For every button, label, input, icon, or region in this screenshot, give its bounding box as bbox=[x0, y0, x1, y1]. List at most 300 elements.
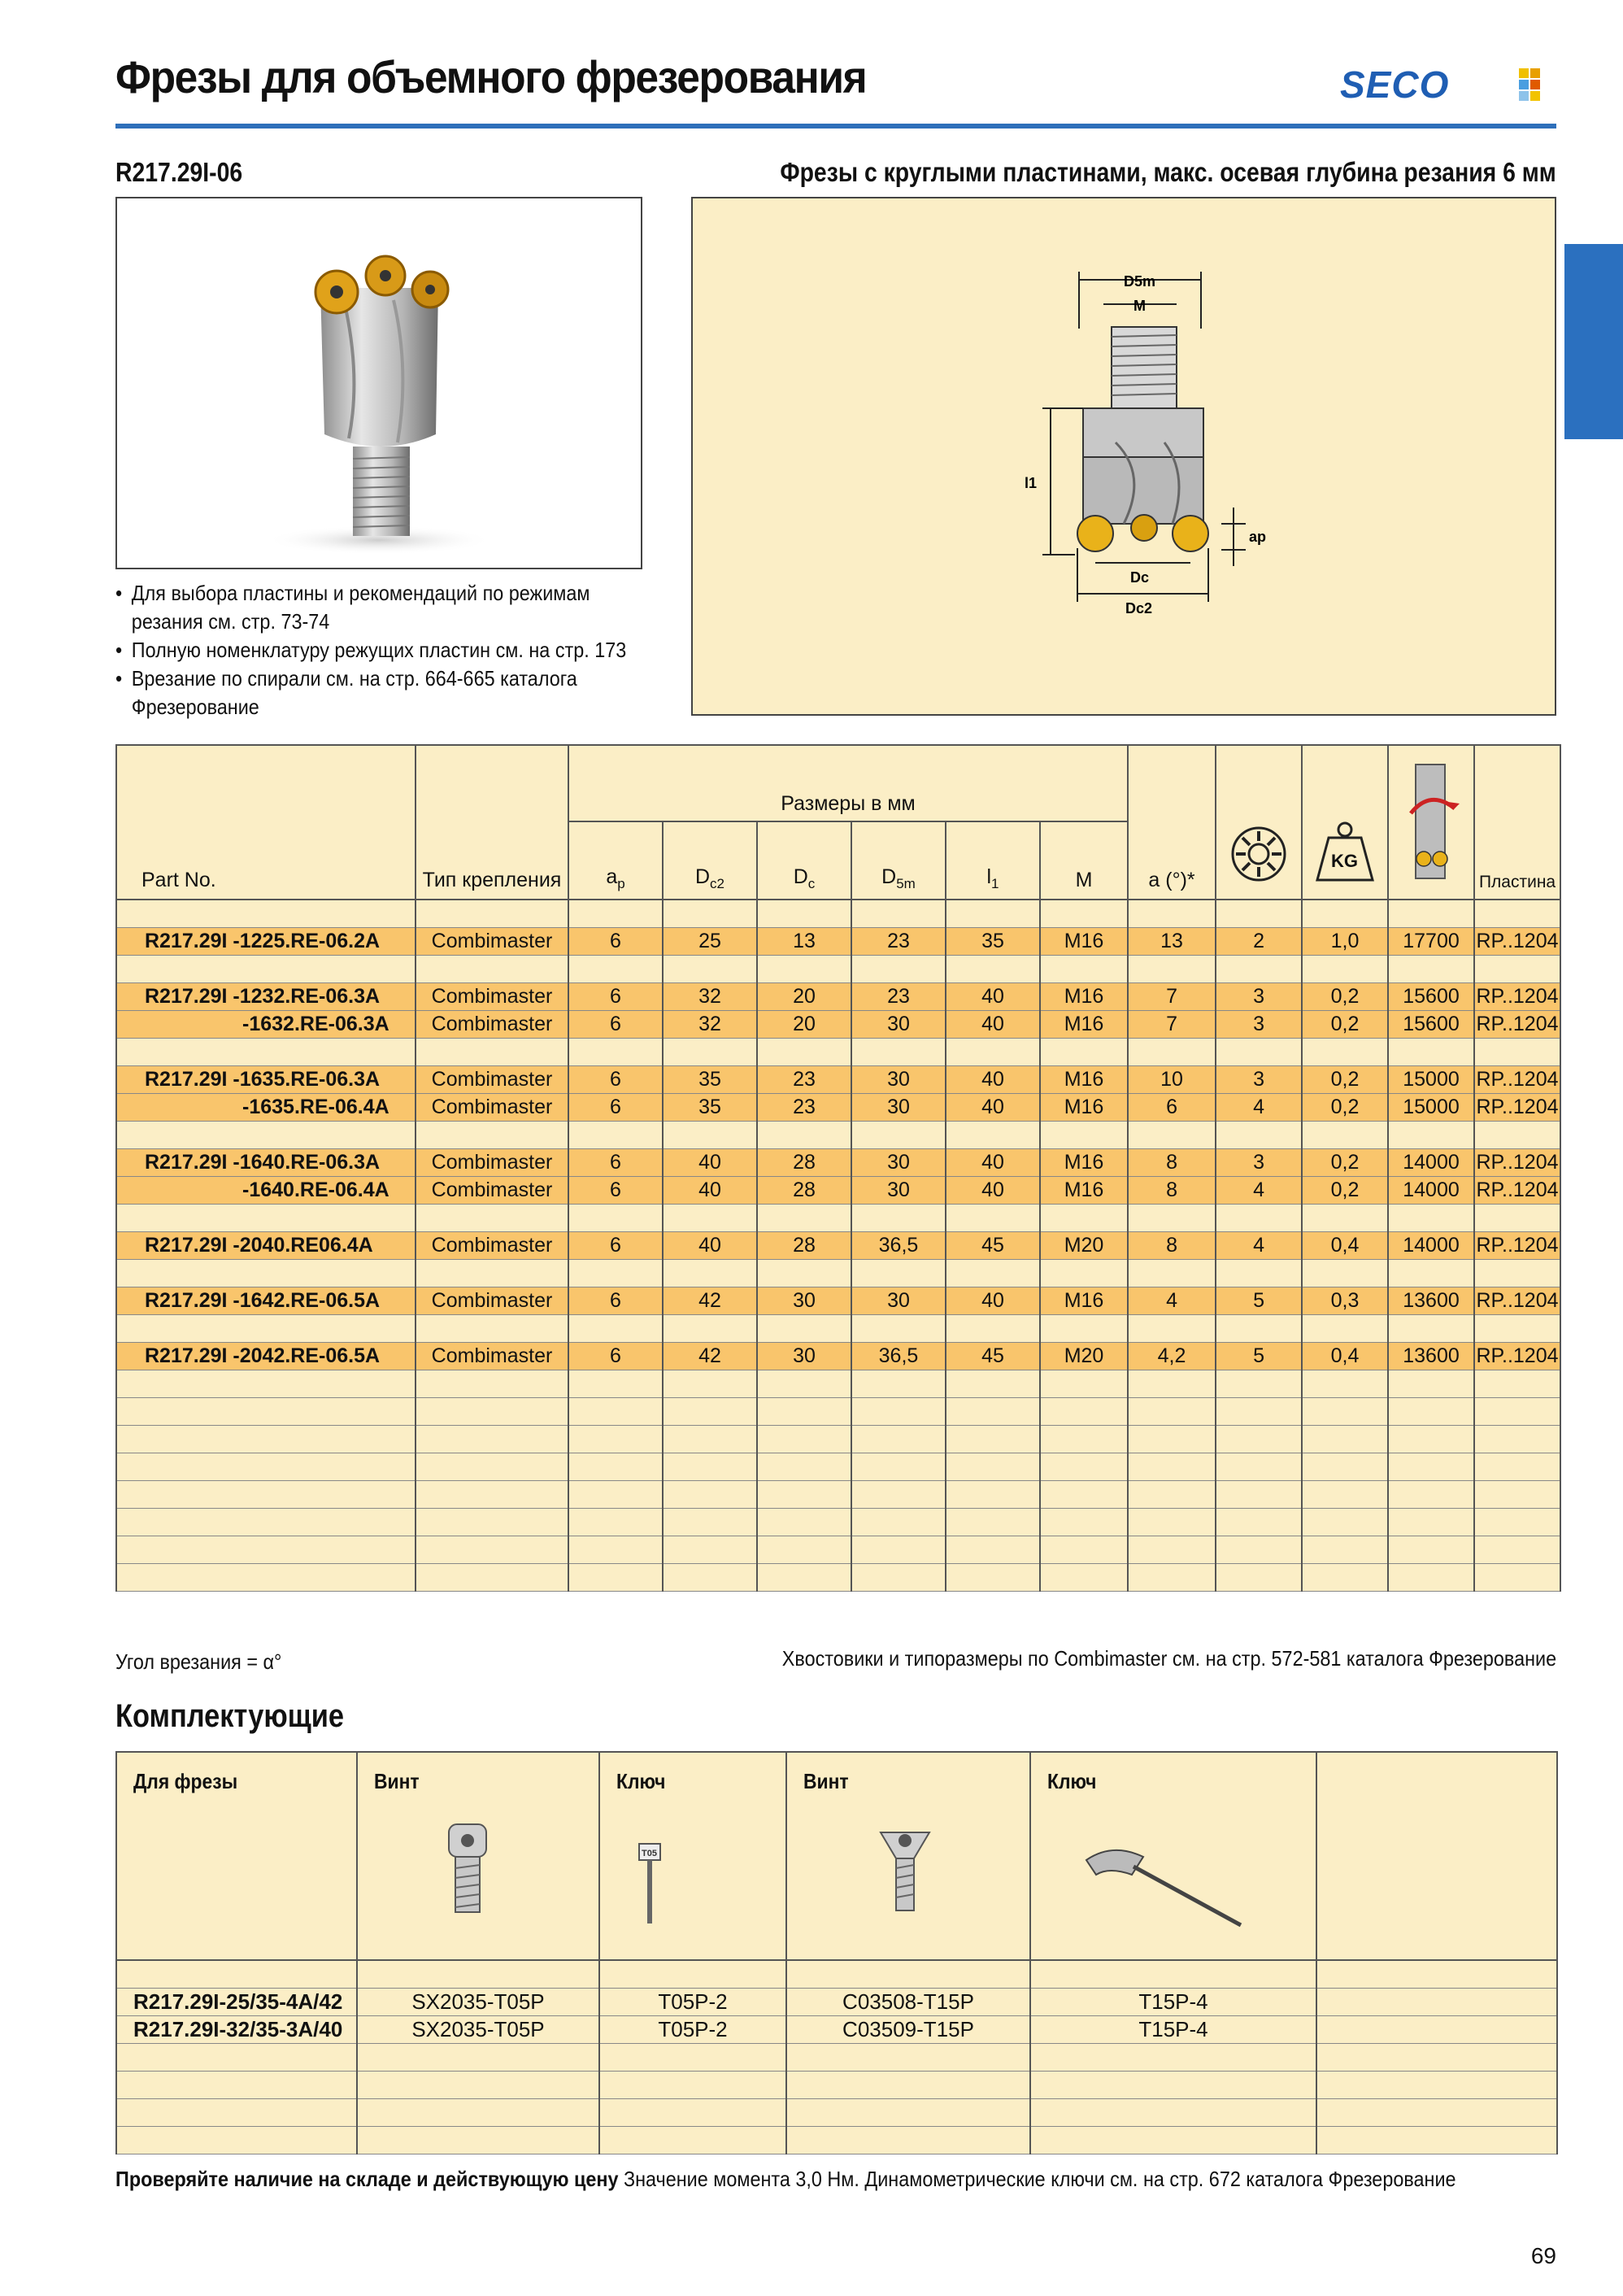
section-tab bbox=[1564, 244, 1623, 439]
empty-cell bbox=[663, 1509, 757, 1536]
empty-cell bbox=[416, 1564, 568, 1592]
empty-cell bbox=[1388, 1205, 1474, 1232]
empty-cell bbox=[851, 1398, 946, 1426]
empty-cell bbox=[116, 1481, 416, 1509]
cell-d5m: 36,5 bbox=[851, 1343, 946, 1370]
empty-cell bbox=[599, 1960, 786, 1989]
empty-cell bbox=[1302, 1398, 1388, 1426]
cell-mount: Combimaster bbox=[416, 1066, 568, 1094]
empty-cell bbox=[1216, 1564, 1302, 1592]
cell-m: M16 bbox=[1040, 1094, 1128, 1122]
empty-cell bbox=[1030, 2044, 1316, 2072]
empty-cell bbox=[1316, 1960, 1557, 1989]
empty-cell bbox=[1216, 1536, 1302, 1564]
empty-cell bbox=[568, 1536, 663, 1564]
empty-cell bbox=[1302, 956, 1388, 983]
cell-dc: 20 bbox=[757, 1011, 851, 1039]
empty-cell bbox=[757, 1509, 851, 1536]
spacer-row bbox=[116, 1481, 1560, 1509]
spacer-row bbox=[116, 1260, 1560, 1287]
empty-cell bbox=[1128, 1509, 1216, 1536]
cell-dc: 28 bbox=[757, 1149, 851, 1177]
accessories-table bbox=[115, 1751, 1558, 2154]
part-number-cell: -1635.RE-06.4A bbox=[116, 1094, 416, 1122]
cell-mount: Combimaster bbox=[416, 1287, 568, 1315]
table-row bbox=[116, 1177, 1560, 1205]
cell-dc: 23 bbox=[757, 1094, 851, 1122]
empty-cell bbox=[116, 1426, 416, 1453]
cell-m: M16 bbox=[1040, 1177, 1128, 1205]
empty-cell bbox=[757, 1453, 851, 1481]
empty-cell bbox=[1040, 956, 1128, 983]
cell-angle: 7 bbox=[1128, 983, 1216, 1011]
cell-rpm: 14000 bbox=[1388, 1149, 1474, 1177]
empty-cell bbox=[1128, 1453, 1216, 1481]
combimaster-note: Хвостовики и типоразмеры по Combimaster см. на стр. 572-581 каталога Фрезерование bbox=[781, 1646, 1556, 1671]
empty-cell bbox=[1302, 1205, 1388, 1232]
cell-kg: 0,4 bbox=[1302, 1232, 1388, 1260]
cutter-spec-table bbox=[115, 744, 1561, 1592]
selection-notes bbox=[115, 579, 668, 721]
cell-dc2: 25 bbox=[663, 928, 757, 956]
cell-z: 5 bbox=[1216, 1287, 1302, 1315]
empty-cell bbox=[1216, 1509, 1302, 1536]
empty-cell bbox=[1040, 1398, 1128, 1426]
empty-cell bbox=[851, 900, 946, 928]
empty-cell bbox=[357, 2099, 599, 2127]
empty-cell bbox=[946, 1509, 1040, 1536]
empty-cell bbox=[1128, 1536, 1216, 1564]
col-part-no: Part No. bbox=[116, 745, 416, 900]
empty-cell bbox=[416, 1536, 568, 1564]
empty-cell bbox=[1128, 900, 1216, 928]
empty-cell bbox=[1128, 1370, 1216, 1398]
empty-cell bbox=[599, 2127, 786, 2154]
empty-cell bbox=[663, 1426, 757, 1453]
empty-cell bbox=[946, 1453, 1040, 1481]
svg-text:l1: l1 bbox=[1025, 475, 1038, 491]
cell-rpm: 14000 bbox=[1388, 1177, 1474, 1205]
part-number-cell: R217.29I -1640.RE-06.3A bbox=[116, 1149, 416, 1177]
empty-cell bbox=[1128, 1260, 1216, 1287]
empty-cell bbox=[946, 1315, 1040, 1343]
cell-insert: RP..1204 bbox=[1474, 1343, 1560, 1370]
empty-cell bbox=[1030, 1960, 1316, 1989]
empty-cell bbox=[1216, 1260, 1302, 1287]
cell-rpm: 13600 bbox=[1388, 1343, 1474, 1370]
table-row bbox=[116, 1989, 1557, 2016]
acc-col-for-cutter: Для фрезы bbox=[116, 1752, 357, 1960]
cell-z: 3 bbox=[1216, 1066, 1302, 1094]
empty-cell bbox=[1040, 1481, 1128, 1509]
cell-dc: 28 bbox=[757, 1232, 851, 1260]
cell-mount: Combimaster bbox=[416, 1011, 568, 1039]
empty-cell bbox=[568, 1260, 663, 1287]
acc-for-cell: R217.29I-25/35-4A/42 bbox=[116, 1989, 357, 2016]
empty-cell bbox=[663, 1536, 757, 1564]
note-item: • Врезание по спирали см. на стр. 664-665 каталога Фрезерование bbox=[115, 664, 673, 721]
empty-cell bbox=[416, 900, 568, 928]
cell-m: M20 bbox=[1040, 1343, 1128, 1370]
cell-ap: 6 bbox=[568, 1011, 663, 1039]
empty-cell bbox=[116, 1260, 416, 1287]
cell-l1: 40 bbox=[946, 1094, 1040, 1122]
col-angle: a (°)* bbox=[1128, 745, 1216, 900]
cell-d5m: 30 bbox=[851, 1066, 946, 1094]
empty-cell bbox=[568, 1453, 663, 1481]
empty-cell bbox=[1040, 1453, 1128, 1481]
empty-cell bbox=[568, 956, 663, 983]
empty-cell bbox=[757, 1260, 851, 1287]
empty-cell bbox=[663, 1481, 757, 1509]
empty-cell bbox=[757, 956, 851, 983]
empty-cell bbox=[1388, 1260, 1474, 1287]
empty-cell bbox=[416, 1453, 568, 1481]
empty-cell bbox=[1388, 1536, 1474, 1564]
col-insert: Пластина bbox=[1474, 745, 1560, 900]
cell-insert: RP..1204 bbox=[1474, 1066, 1560, 1094]
empty-cell bbox=[946, 1398, 1040, 1426]
cell-ap: 6 bbox=[568, 1149, 663, 1177]
empty-cell bbox=[568, 1398, 663, 1426]
spacer-row bbox=[116, 1426, 1560, 1453]
empty-cell bbox=[757, 1122, 851, 1149]
empty-cell bbox=[416, 1315, 568, 1343]
empty-cell bbox=[663, 1398, 757, 1426]
table-row bbox=[116, 928, 1560, 956]
cell-dc: 23 bbox=[757, 1066, 851, 1094]
col-weight bbox=[1302, 745, 1388, 900]
acc-key1-cell: T05P-2 bbox=[599, 2016, 786, 2044]
empty-cell bbox=[1030, 2127, 1316, 2154]
empty-cell bbox=[757, 900, 851, 928]
spacer-row bbox=[116, 900, 1560, 928]
empty-cell bbox=[1316, 2016, 1557, 2044]
cell-d5m: 30 bbox=[851, 1094, 946, 1122]
empty-cell bbox=[1474, 1370, 1560, 1398]
empty-cell bbox=[1474, 1315, 1560, 1343]
cell-angle: 6 bbox=[1128, 1094, 1216, 1122]
empty-cell bbox=[946, 1564, 1040, 1592]
empty-cell bbox=[568, 1205, 663, 1232]
empty-cell bbox=[116, 1398, 416, 1426]
empty-cell bbox=[1474, 1205, 1560, 1232]
empty-cell bbox=[416, 1122, 568, 1149]
cell-z: 3 bbox=[1216, 1149, 1302, 1177]
spacer-row bbox=[116, 956, 1560, 983]
cell-insert: RP..1204 bbox=[1474, 1177, 1560, 1205]
empty-cell bbox=[1216, 900, 1302, 928]
empty-cell bbox=[1474, 1564, 1560, 1592]
spacer-row bbox=[116, 2099, 1557, 2127]
empty-cell bbox=[416, 956, 568, 983]
empty-cell bbox=[116, 956, 416, 983]
col-dc2: $D_{c2}$ bbox=[663, 821, 757, 900]
cell-l1: 35 bbox=[946, 928, 1040, 956]
empty-cell bbox=[1040, 1122, 1128, 1149]
empty-cell bbox=[946, 1426, 1040, 1453]
empty-cell bbox=[116, 1122, 416, 1149]
svg-text:M: M bbox=[1133, 298, 1146, 314]
acc-col-key-2: Ключ bbox=[1030, 1752, 1316, 1960]
cell-ap: 6 bbox=[568, 1232, 663, 1260]
acc-col-screw-2: Винт bbox=[786, 1752, 1030, 1960]
svg-text:T05: T05 bbox=[642, 1849, 657, 1858]
empty-cell bbox=[1040, 1426, 1128, 1453]
cell-rpm: 15000 bbox=[1388, 1066, 1474, 1094]
page-title: Фрезы для объемного фрезерования bbox=[115, 51, 867, 102]
empty-cell bbox=[116, 1564, 416, 1592]
part-number-cell: -1632.RE-06.3A bbox=[116, 1011, 416, 1039]
cell-z: 5 bbox=[1216, 1343, 1302, 1370]
empty-cell bbox=[1302, 1564, 1388, 1592]
empty-cell bbox=[1316, 2127, 1557, 2154]
spacer-row bbox=[116, 2072, 1557, 2099]
table-row bbox=[116, 983, 1560, 1011]
cell-kg: 0,2 bbox=[1302, 1177, 1388, 1205]
acc-screw1-cell: SX2035-T05P bbox=[357, 2016, 599, 2044]
empty-cell bbox=[1474, 1039, 1560, 1066]
empty-cell bbox=[851, 1564, 946, 1592]
cell-angle: 10 bbox=[1128, 1066, 1216, 1094]
empty-cell bbox=[663, 1453, 757, 1481]
spacer-row bbox=[116, 1122, 1560, 1149]
empty-cell bbox=[946, 1481, 1040, 1509]
empty-cell bbox=[1388, 900, 1474, 928]
cell-kg: 0,2 bbox=[1302, 1094, 1388, 1122]
empty-cell bbox=[416, 1370, 568, 1398]
cell-mount: Combimaster bbox=[416, 1177, 568, 1205]
max-rpm-icon bbox=[1395, 756, 1468, 887]
cell-kg: 0,3 bbox=[1302, 1287, 1388, 1315]
cell-dc2: 40 bbox=[663, 1177, 757, 1205]
cell-l1: 40 bbox=[946, 983, 1040, 1011]
empty-cell bbox=[568, 1481, 663, 1509]
svg-text:ap: ap bbox=[1249, 529, 1267, 545]
empty-cell bbox=[116, 1039, 416, 1066]
spacer-row bbox=[116, 1564, 1560, 1592]
spacer-row bbox=[116, 1509, 1560, 1536]
empty-cell bbox=[568, 1426, 663, 1453]
empty-cell bbox=[663, 1039, 757, 1066]
empty-cell bbox=[1388, 1370, 1474, 1398]
empty-cell bbox=[757, 1564, 851, 1592]
cell-dc: 28 bbox=[757, 1177, 851, 1205]
cell-dc2: 40 bbox=[663, 1232, 757, 1260]
cell-l1: 40 bbox=[946, 1149, 1040, 1177]
cell-mount: Combimaster bbox=[416, 928, 568, 956]
cell-rpm: 13600 bbox=[1388, 1287, 1474, 1315]
empty-cell bbox=[116, 1315, 416, 1343]
acc-key2-cell: T15P-4 bbox=[1030, 1989, 1316, 2016]
cell-insert: RP..1204 bbox=[1474, 1232, 1560, 1260]
empty-cell bbox=[1302, 900, 1388, 928]
empty-cell bbox=[357, 1960, 599, 1989]
empty-cell bbox=[568, 1315, 663, 1343]
cell-dc2: 32 bbox=[663, 1011, 757, 1039]
cell-l1: 40 bbox=[946, 1287, 1040, 1315]
acc-screw2-cell: C03509-T15P bbox=[786, 2016, 1030, 2044]
col-ap: $a_p$ bbox=[568, 821, 663, 900]
seco-logo bbox=[1340, 65, 1553, 102]
empty-cell bbox=[1388, 1509, 1474, 1536]
acc-col-empty bbox=[1316, 1752, 1557, 1960]
empty-cell bbox=[663, 1315, 757, 1343]
cell-angle: 8 bbox=[1128, 1149, 1216, 1177]
cell-z: 3 bbox=[1216, 983, 1302, 1011]
empty-cell bbox=[1302, 1039, 1388, 1066]
empty-cell bbox=[116, 2099, 357, 2127]
empty-cell bbox=[1388, 956, 1474, 983]
empty-cell bbox=[1302, 1536, 1388, 1564]
cell-dc2: 40 bbox=[663, 1149, 757, 1177]
empty-cell bbox=[1216, 1122, 1302, 1149]
empty-cell bbox=[1216, 1315, 1302, 1343]
spacer-row bbox=[116, 1453, 1560, 1481]
cell-d5m: 23 bbox=[851, 983, 946, 1011]
cell-dc2: 32 bbox=[663, 983, 757, 1011]
part-number-cell: R217.29I -1232.RE-06.3A bbox=[116, 983, 416, 1011]
acc-for-cell: R217.29I-32/35-3A/40 bbox=[116, 2016, 357, 2044]
empty-cell bbox=[1474, 956, 1560, 983]
cell-z: 4 bbox=[1216, 1177, 1302, 1205]
part-number-cell: R217.29I -2042.RE-06.5A bbox=[116, 1343, 416, 1370]
empty-cell bbox=[1388, 1398, 1474, 1426]
empty-cell bbox=[116, 2044, 357, 2072]
empty-cell bbox=[757, 1315, 851, 1343]
empty-cell bbox=[946, 956, 1040, 983]
empty-cell bbox=[1040, 1509, 1128, 1536]
empty-cell bbox=[116, 1536, 416, 1564]
empty-cell bbox=[1040, 1564, 1128, 1592]
empty-cell bbox=[1302, 1481, 1388, 1509]
empty-cell bbox=[786, 1960, 1030, 1989]
empty-cell bbox=[851, 1509, 946, 1536]
empty-cell bbox=[116, 1960, 357, 1989]
empty-cell bbox=[1474, 1481, 1560, 1509]
table-row bbox=[116, 1066, 1560, 1094]
empty-cell bbox=[1040, 1205, 1128, 1232]
cell-z: 4 bbox=[1216, 1094, 1302, 1122]
empty-cell bbox=[1302, 1315, 1388, 1343]
spacer-row bbox=[116, 1536, 1560, 1564]
empty-cell bbox=[946, 1260, 1040, 1287]
empty-cell bbox=[851, 1481, 946, 1509]
cell-dc2: 35 bbox=[663, 1066, 757, 1094]
empty-cell bbox=[1388, 1039, 1474, 1066]
table-row bbox=[116, 2016, 1557, 2044]
cell-ap: 6 bbox=[568, 1094, 663, 1122]
screw-icon bbox=[358, 1810, 599, 1932]
part-number-cell: R217.29I -1225.RE-06.2A bbox=[116, 928, 416, 956]
empty-cell bbox=[1474, 1509, 1560, 1536]
empty-cell bbox=[416, 1398, 568, 1426]
cell-angle: 8 bbox=[1128, 1177, 1216, 1205]
cell-l1: 40 bbox=[946, 1066, 1040, 1094]
empty-cell bbox=[946, 1205, 1040, 1232]
cell-insert: RP..1204 bbox=[1474, 1287, 1560, 1315]
empty-cell bbox=[1030, 2099, 1316, 2127]
empty-cell bbox=[1040, 900, 1128, 928]
cell-mount: Combimaster bbox=[416, 1094, 568, 1122]
empty-cell bbox=[786, 2099, 1030, 2127]
empty-cell bbox=[1040, 1536, 1128, 1564]
empty-cell bbox=[116, 1453, 416, 1481]
col-dc: $D_c$ bbox=[757, 821, 851, 900]
cell-angle: 4,2 bbox=[1128, 1343, 1216, 1370]
table-row bbox=[116, 1287, 1560, 1315]
cell-rpm: 15600 bbox=[1388, 983, 1474, 1011]
cell-m: M16 bbox=[1040, 1287, 1128, 1315]
cell-rpm: 15000 bbox=[1388, 1094, 1474, 1122]
empty-cell bbox=[1474, 1122, 1560, 1149]
empty-cell bbox=[1040, 1260, 1128, 1287]
empty-cell bbox=[851, 1205, 946, 1232]
cell-insert: RP..1204 bbox=[1474, 928, 1560, 956]
table-row bbox=[116, 1011, 1560, 1039]
footer-bold-text: Проверяйте наличие на складе и действующую цену bbox=[115, 2167, 619, 2191]
empty-cell bbox=[1128, 956, 1216, 983]
cell-angle: 4 bbox=[1128, 1287, 1216, 1315]
empty-cell bbox=[1388, 1122, 1474, 1149]
cell-kg: 0,2 bbox=[1302, 1149, 1388, 1177]
cell-dc2: 42 bbox=[663, 1287, 757, 1315]
empty-cell bbox=[1128, 1122, 1216, 1149]
empty-cell bbox=[1388, 1453, 1474, 1481]
empty-cell bbox=[851, 1260, 946, 1287]
empty-cell bbox=[851, 956, 946, 983]
cell-d5m: 30 bbox=[851, 1149, 946, 1177]
svg-text:Dc2: Dc2 bbox=[1125, 600, 1153, 616]
cell-d5m: 30 bbox=[851, 1287, 946, 1315]
empty-cell bbox=[1040, 1315, 1128, 1343]
cell-m: M16 bbox=[1040, 983, 1128, 1011]
empty-cell bbox=[1216, 1481, 1302, 1509]
technical-drawing bbox=[691, 197, 1556, 716]
empty-cell bbox=[851, 1536, 946, 1564]
col-d5m: $D_{5m}$ bbox=[851, 821, 946, 900]
acc-screw2-cell: C03508-T15P bbox=[786, 1989, 1030, 2016]
cell-kg: 0,2 bbox=[1302, 1011, 1388, 1039]
empty-cell bbox=[1216, 1205, 1302, 1232]
cell-mount: Combimaster bbox=[416, 1232, 568, 1260]
empty-cell bbox=[851, 1315, 946, 1343]
empty-cell bbox=[599, 2099, 786, 2127]
empty-cell bbox=[663, 956, 757, 983]
empty-cell bbox=[786, 2072, 1030, 2099]
empty-cell bbox=[663, 1122, 757, 1149]
empty-cell bbox=[1128, 1205, 1216, 1232]
cell-l1: 40 bbox=[946, 1177, 1040, 1205]
svg-text:D5m: D5m bbox=[1124, 273, 1156, 290]
acc-key1-cell: T05P-2 bbox=[599, 1989, 786, 2016]
empty-cell bbox=[1128, 1481, 1216, 1509]
acc-col-screw-1: Винт bbox=[357, 1752, 599, 1960]
cell-angle: 13 bbox=[1128, 928, 1216, 956]
cell-dc2: 42 bbox=[663, 1343, 757, 1370]
cell-m: M16 bbox=[1040, 1011, 1128, 1039]
empty-cell bbox=[851, 1122, 946, 1149]
empty-cell bbox=[1474, 1398, 1560, 1426]
empty-cell bbox=[757, 1481, 851, 1509]
empty-cell bbox=[357, 2072, 599, 2099]
col-mount-type: Тип крепления bbox=[416, 745, 568, 900]
empty-cell bbox=[1474, 1536, 1560, 1564]
part-number-cell: R217.29I -1642.RE-06.5A bbox=[116, 1287, 416, 1315]
cell-d5m: 23 bbox=[851, 928, 946, 956]
cell-mount: Combimaster bbox=[416, 1149, 568, 1177]
col-m: M bbox=[1040, 821, 1128, 900]
